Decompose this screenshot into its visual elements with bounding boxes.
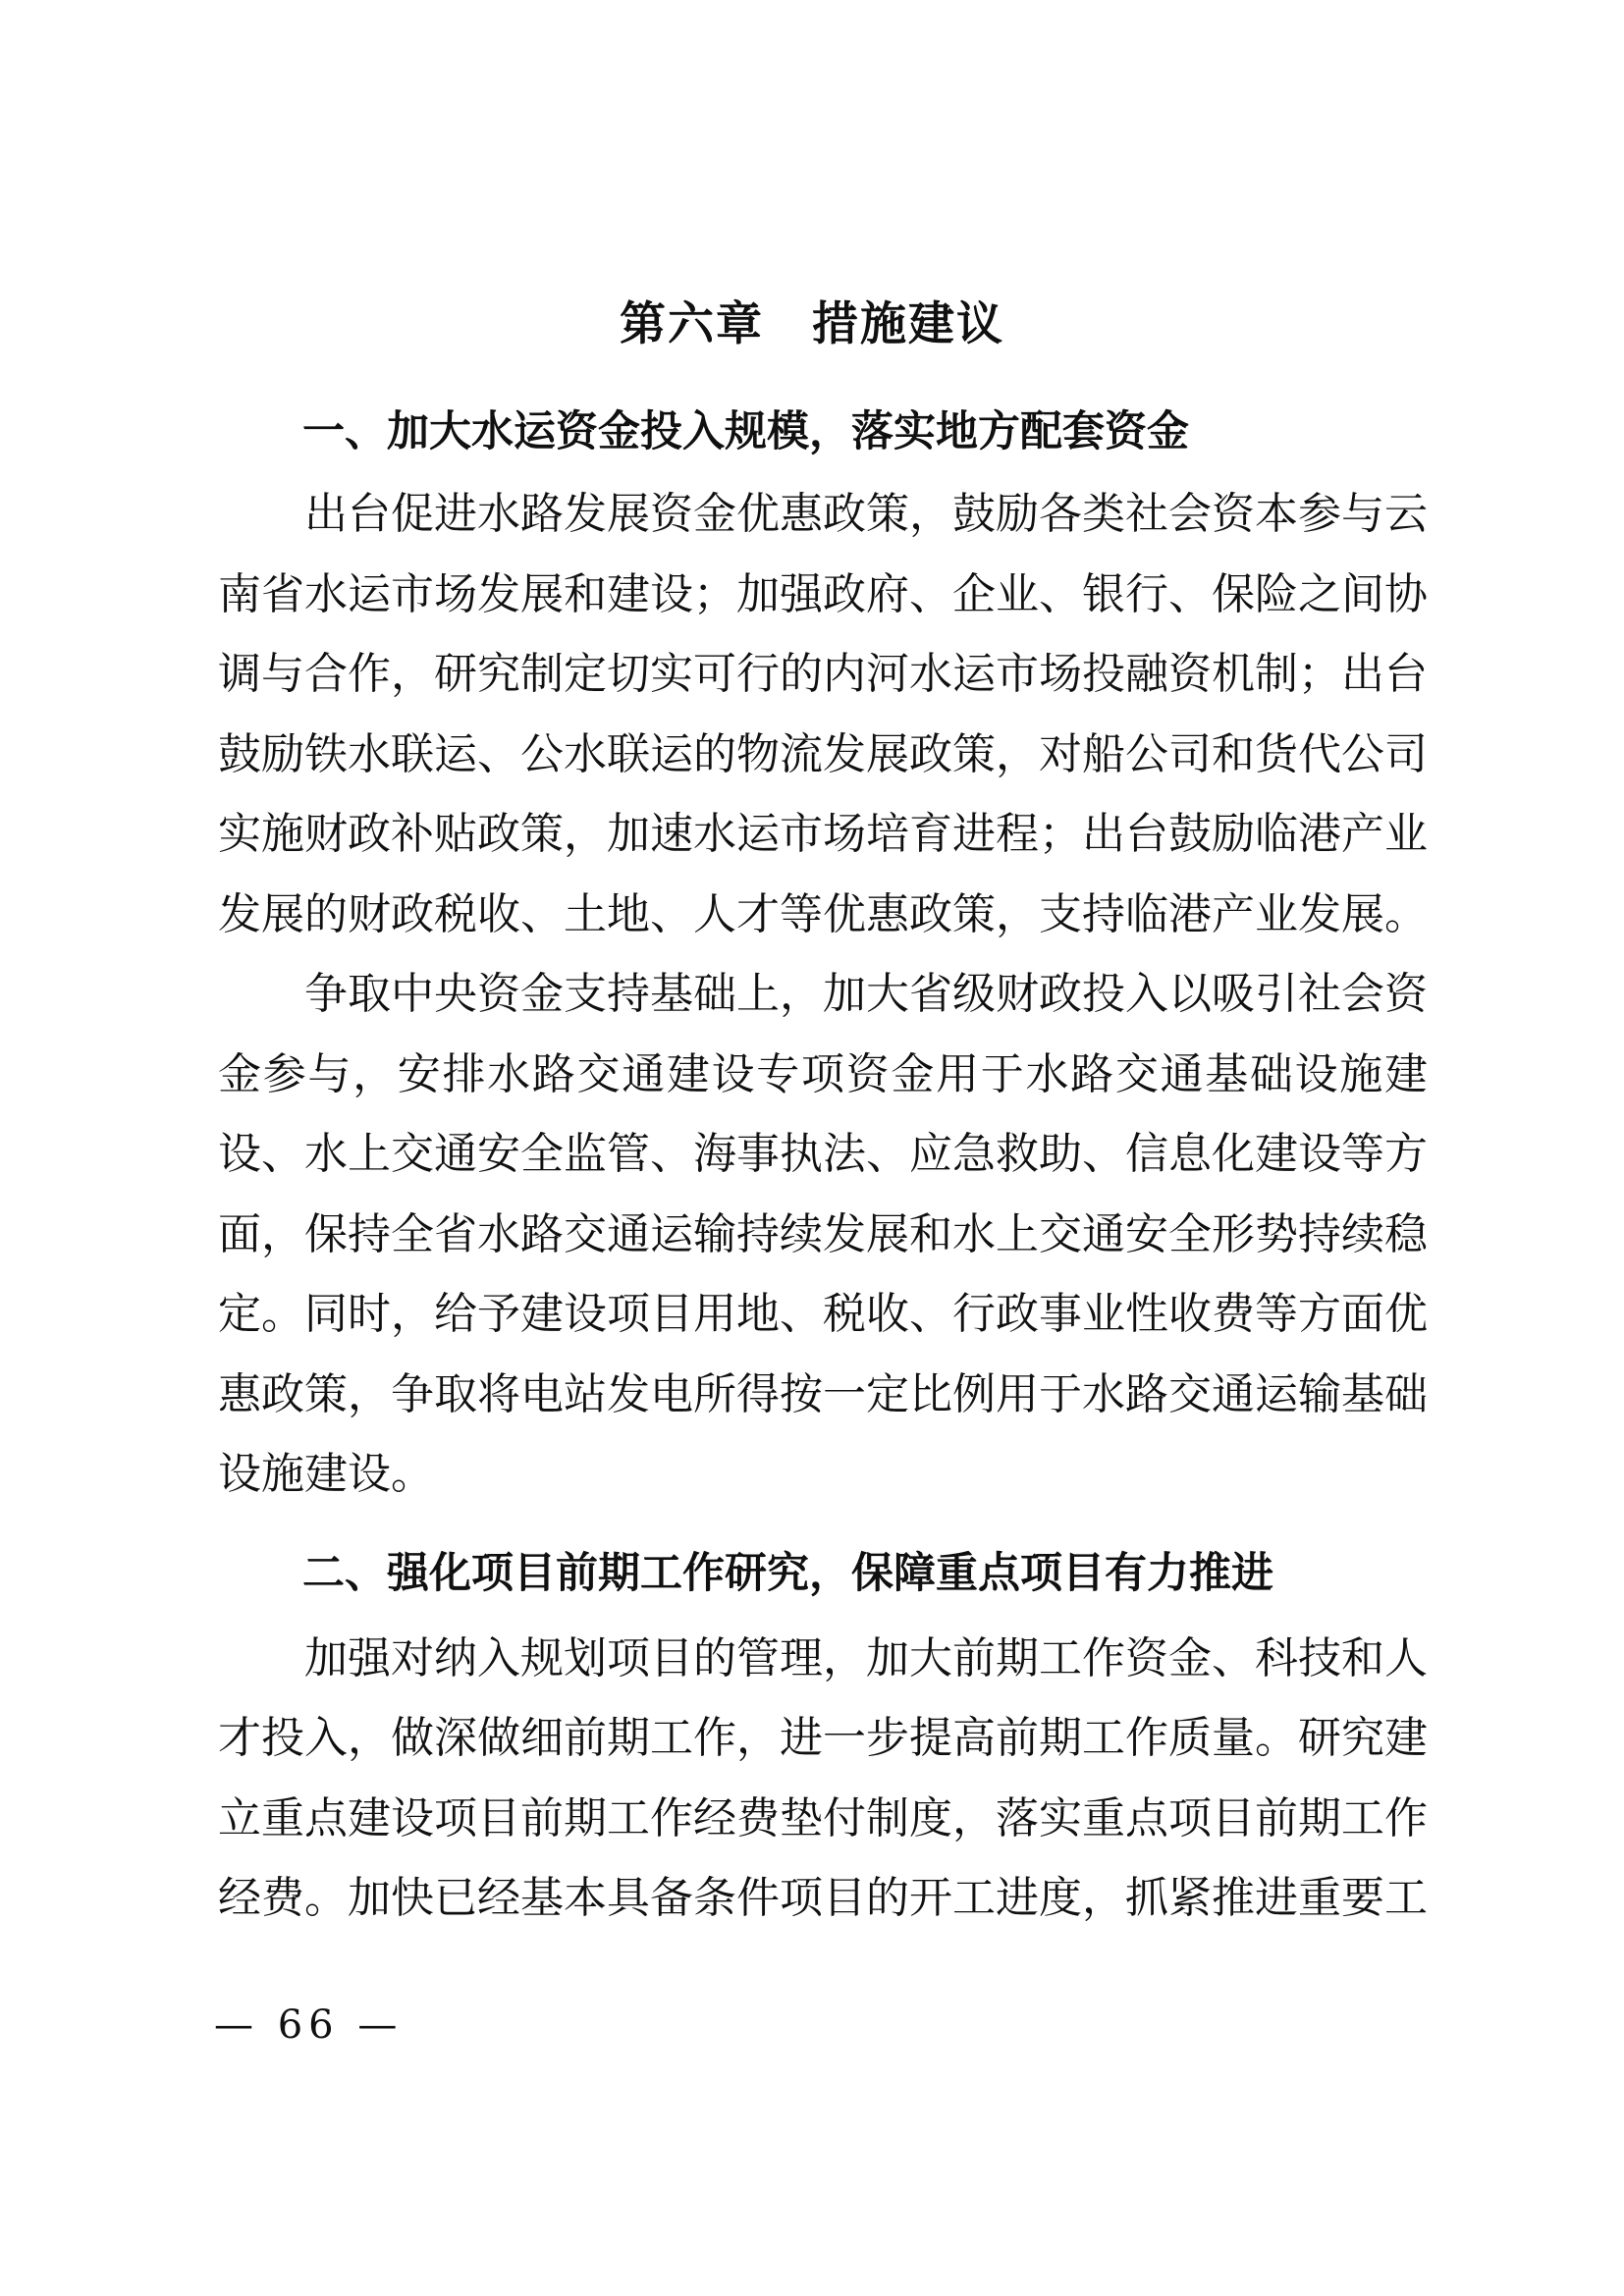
paragraph-line: 出台促进水路发展资金优惠政策，鼓励各类社会资本参与云 xyxy=(304,489,1428,539)
paragraph-line: 面，保持全省水路交通运输持续发展和水上交通安全形势持续稳 xyxy=(218,1208,1428,1259)
section-heading-2: 二、强化项目前期工作研究，保障重点项目有力推进 xyxy=(302,1549,1273,1597)
paragraph-line: 才投入，做深做细前期工作，进一步提高前期工作质量。研究建 xyxy=(218,1713,1428,1763)
paragraph-line: 加强对纳入规划项目的管理，加大前期工作资金、科技和人 xyxy=(304,1632,1428,1683)
paragraph-1 xyxy=(218,474,1428,954)
paragraph-line: 立重点建设项目前期工作经费垫付制度，落实重点项目前期工作 xyxy=(218,1792,1428,1843)
paragraph-line: 实施财政补贴政策，加速水运市场培育进程；出台鼓励临港产业 xyxy=(218,809,1428,859)
paragraph-line: 发展的财政税收、土地、人才等优惠政策，支持临港产业发展。 xyxy=(218,888,1428,939)
paragraph-line: 经费。加快已经基本具备条件项目的开工进度，抓紧推进重要工 xyxy=(218,1873,1428,1923)
paragraph-line: 南省水运市场发展和建设；加强政府、企业、银行、保险之间协 xyxy=(218,568,1428,619)
paragraph-line: 争取中央资金支持基础上，加大省级财政投入以吸引社会资 xyxy=(304,969,1428,1019)
paragraph-line: 定。同时，给予建设项目用地、税收、行政事业性收费等方面优 xyxy=(218,1289,1428,1339)
paragraph-line: 惠政策，争取将电站发电所得按一定比例用于水路交通运输基础 xyxy=(218,1368,1428,1419)
page-number: — 66 — xyxy=(214,2002,404,2048)
paragraph-line: 设、水上交通安全监管、海事执法、应急救助、信息化建设等方 xyxy=(218,1129,1428,1179)
section-heading-1: 一、加大水运资金投入规模，落实地方配套资金 xyxy=(302,408,1189,455)
paragraph-3 xyxy=(218,1619,1428,1939)
paragraph-line: 金参与，安排水路交通建设专项资金用于水路交通基础设施建 xyxy=(218,1048,1428,1099)
paragraph-line: 设施建设。 xyxy=(218,1449,434,1499)
chapter-title: 第六章 措施建议 xyxy=(620,297,1004,349)
paragraph-line: 调与合作，研究制定切实可行的内河水运市场投融资机制；出台 xyxy=(218,649,1428,699)
body-text xyxy=(218,474,1428,1939)
paragraph-2 xyxy=(218,954,1428,1515)
paragraph-line: 鼓励铁水联运、公水联运的物流发展政策，对船公司和货代公司 xyxy=(218,728,1428,779)
